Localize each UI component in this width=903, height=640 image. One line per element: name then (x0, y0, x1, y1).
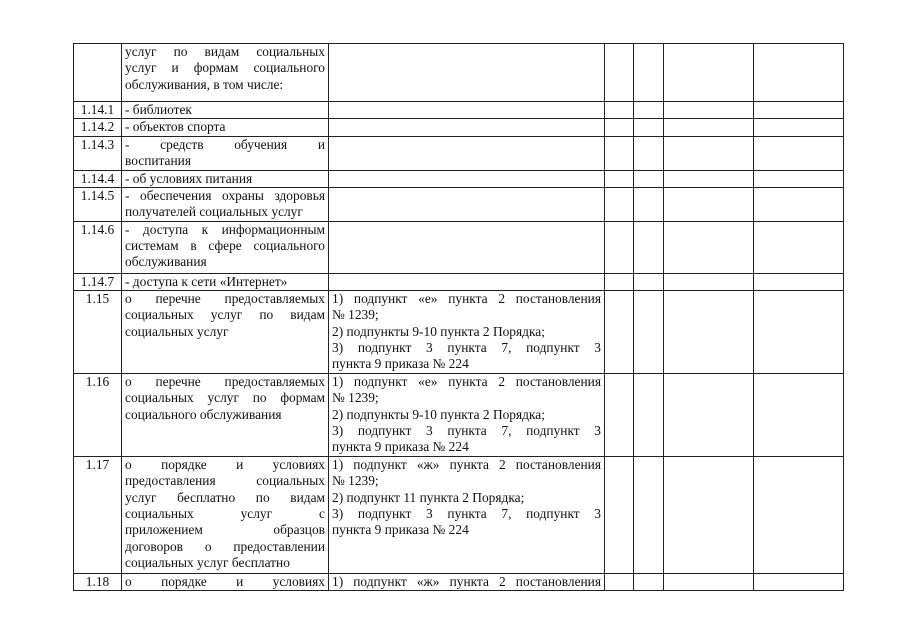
table-row (74, 374, 844, 457)
empty-cell (754, 187, 844, 221)
item-description (122, 44, 329, 102)
description-line: о перечне предоставляемых (125, 291, 325, 307)
item-number: 1.18 (74, 574, 122, 591)
basis-line: 1) подпункт «ж» пункта 2 постановления (332, 574, 601, 590)
description-line: социальных услуг бесплатно (125, 554, 290, 570)
description-line: социального обслуживания (125, 406, 282, 422)
empty-cell (634, 119, 664, 136)
item-number: 1.14.1 (74, 102, 122, 119)
empty-cell (634, 574, 664, 591)
empty-cell (754, 170, 844, 187)
table-row (74, 44, 844, 102)
empty-cell (634, 374, 664, 457)
description-line: - библиотек (125, 102, 192, 117)
description-line: - обеспечения охраны здоровья (125, 187, 325, 203)
basis-line: 3) подпункт 3 пункта 7, подпункт 3 (332, 423, 601, 439)
description-line: социальных услуг по формам (125, 390, 325, 406)
basis-line: 3) подпункт 3 пункта 7, подпункт 3 (332, 506, 601, 522)
empty-cell (664, 170, 754, 187)
legal-basis (329, 136, 605, 170)
legal-basis (329, 119, 605, 136)
description-line: приложением образцов (125, 522, 325, 538)
item-number: 1.14.7 (74, 273, 122, 290)
basis-line: № 1239; (332, 473, 379, 489)
empty-cell (664, 374, 754, 457)
item-description (122, 574, 329, 591)
item-description (122, 119, 329, 136)
description-line: - объектов спорта (125, 119, 226, 135)
empty-cell (754, 273, 844, 290)
description-line: о порядке и условиях (125, 457, 325, 473)
basis-line: пункта 9 приказа № 224 (332, 522, 469, 538)
item-number: 1.15 (74, 291, 122, 374)
empty-cell (605, 119, 634, 136)
description-line: - доступа к сети «Интернет» (125, 273, 288, 289)
table-row (74, 102, 844, 119)
basis-line: 3) подпункт 3 пункта 7, подпункт 3 (332, 340, 601, 356)
empty-cell (634, 136, 664, 170)
description-line: обслуживания, в том числе: (125, 76, 284, 92)
basis-line: № 1239; (332, 307, 379, 323)
basis-line: 2) подпункты 9-10 пункта 2 Порядка; (332, 323, 545, 339)
legal-basis (329, 170, 605, 187)
empty-cell (634, 221, 664, 273)
empty-cell (634, 102, 664, 119)
empty-cell (605, 221, 634, 273)
description-line: услуг и формам социального (125, 60, 325, 76)
empty-cell (605, 457, 634, 574)
empty-cell (634, 291, 664, 374)
table-row (74, 119, 844, 136)
legal-basis (329, 374, 605, 457)
empty-cell (634, 187, 664, 221)
item-number: 1.14.6 (74, 221, 122, 273)
empty-cell (605, 136, 634, 170)
empty-cell (605, 44, 634, 102)
empty-cell (664, 457, 754, 574)
item-description (122, 136, 329, 170)
empty-cell (664, 291, 754, 374)
empty-cell (605, 170, 634, 187)
empty-cell (754, 102, 844, 119)
empty-cell (754, 374, 844, 457)
table-body (74, 44, 844, 591)
description-line: системам в сфере социального (125, 238, 325, 254)
item-number: 1.14.3 (74, 136, 122, 170)
description-line: услуг по видам социальных (125, 44, 325, 59)
empty-cell (664, 102, 754, 119)
description-line: о перечне предоставляемых (125, 374, 325, 390)
empty-cell (754, 291, 844, 374)
description-line: услуг бесплатно по видам (125, 489, 325, 505)
legal-basis (329, 44, 605, 102)
description-line: предоставления социальных (125, 473, 325, 489)
legal-basis (329, 187, 605, 221)
description-line: социальных услуг по видам (125, 307, 325, 323)
item-description (122, 291, 329, 374)
description-line: - доступа к информационным (125, 221, 325, 237)
description-line: получателей социальных услуг (125, 204, 303, 220)
item-description (122, 457, 329, 574)
empty-cell (605, 574, 634, 591)
item-number: 1.14.2 (74, 119, 122, 136)
legal-basis (329, 457, 605, 574)
table-row (74, 574, 844, 591)
empty-cell (754, 136, 844, 170)
description-line: обслуживания (125, 254, 207, 270)
empty-cell (664, 574, 754, 591)
empty-cell (605, 187, 634, 221)
basis-line: 2) подпункты 9-10 пункта 2 Порядка; (332, 406, 545, 422)
empty-cell (634, 273, 664, 290)
legal-basis (329, 291, 605, 374)
table-row (74, 136, 844, 170)
empty-cell (605, 102, 634, 119)
empty-cell (754, 119, 844, 136)
basis-line: 2) подпункт 11 пункта 2 Порядка; (332, 489, 525, 505)
empty-cell (605, 291, 634, 374)
empty-cell (605, 374, 634, 457)
description-line: - об условиях питания (125, 170, 253, 186)
empty-cell (754, 221, 844, 273)
legal-basis (329, 574, 605, 591)
table-row (74, 170, 844, 187)
empty-cell (754, 457, 844, 574)
basis-line: пункта 9 приказа № 224 (332, 356, 469, 372)
empty-cell (664, 119, 754, 136)
basis-line: № 1239; (332, 390, 379, 406)
description-line: о порядке и условиях (125, 574, 325, 590)
description-line: социальных услуг с (125, 506, 325, 522)
item-description (122, 170, 329, 187)
item-description (122, 273, 329, 290)
item-description (122, 102, 329, 119)
item-description (122, 374, 329, 457)
empty-cell (664, 187, 754, 221)
empty-cell (664, 273, 754, 290)
item-number (74, 44, 122, 102)
legal-basis (329, 273, 605, 290)
legal-basis (329, 102, 605, 119)
item-number: 1.16 (74, 374, 122, 457)
empty-cell (634, 457, 664, 574)
basis-line: 1) подпункт «е» пункта 2 постановления (332, 291, 601, 307)
description-line: - средств обучения и (125, 136, 325, 152)
table-row (74, 221, 844, 273)
empty-cell (664, 221, 754, 273)
empty-cell (754, 44, 844, 102)
item-number: 1.14.4 (74, 170, 122, 187)
item-number: 1.17 (74, 457, 122, 574)
empty-cell (634, 44, 664, 102)
description-line: воспитания (125, 152, 191, 168)
table-row (74, 291, 844, 374)
table-row (74, 457, 844, 574)
table-row (74, 273, 844, 290)
item-description (122, 221, 329, 273)
legal-basis (329, 221, 605, 273)
empty-cell (634, 170, 664, 187)
empty-cell (754, 574, 844, 591)
description-line: договоров о предоставлении (125, 538, 325, 554)
description-line: социальных услуг (125, 323, 229, 339)
basis-line: 1) подпункт «е» пункта 2 постановления (332, 374, 601, 390)
empty-cell (605, 273, 634, 290)
item-number: 1.14.5 (74, 187, 122, 221)
item-description (122, 187, 329, 221)
basis-line: пункта 9 приказа № 224 (332, 439, 469, 455)
empty-cell (664, 44, 754, 102)
table-row (74, 187, 844, 221)
basis-line: 1) подпункт «ж» пункта 2 постановления (332, 457, 601, 473)
requirements-table (73, 43, 844, 591)
empty-cell (664, 136, 754, 170)
